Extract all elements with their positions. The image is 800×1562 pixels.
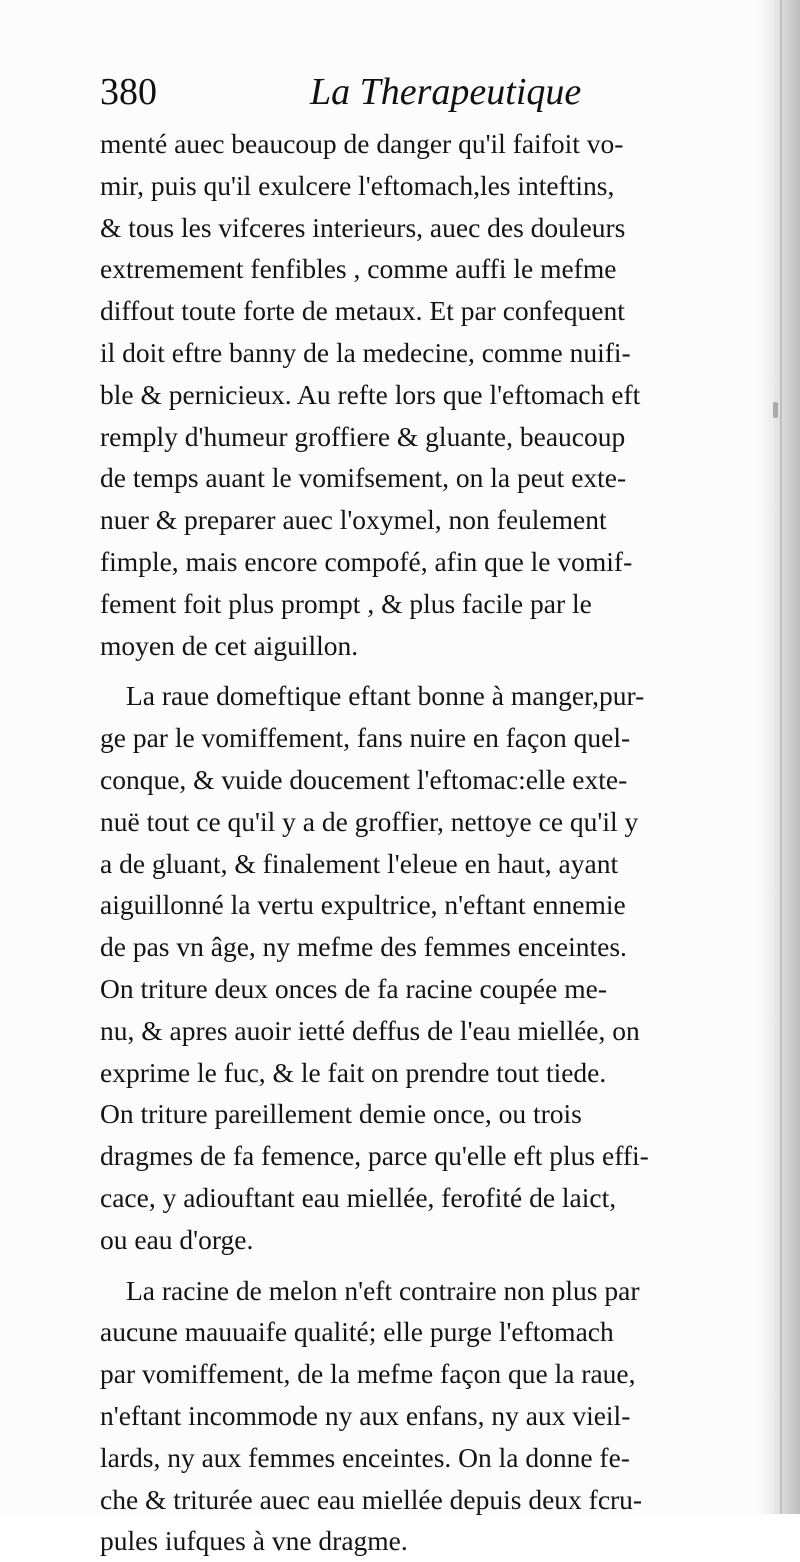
text-line: aiguillonné la vertu expultrice, n'eftant ennemie: [100, 889, 626, 921]
text-line: diffout toute forte de metaux. Et par confequent: [100, 295, 625, 327]
text-line: nuer & preparer auec l'oxymel, non feulement: [100, 504, 607, 536]
text-line: mir, puis qu'il exulcere l'eftomach,les inteftins,: [100, 169, 615, 201]
running-title: La Therapeutique: [310, 71, 582, 113]
body-text: [100, 123, 750, 1562]
text-line: ou eau d'orge.: [100, 1223, 254, 1255]
text-line: lards, ny aux femmes enceintes. On la donne fe-: [100, 1441, 630, 1473]
text-line: ge par le vomiffement, fans nuire en façon quel-: [100, 722, 631, 754]
text-line: exprime le fuc, & le fait on prendre tout tiede.: [100, 1056, 607, 1088]
paragraph-2: [100, 675, 750, 1260]
text-line: aucune mauuaife qualité; elle purge l'eftomach: [100, 1316, 614, 1348]
margin-mark: [773, 402, 778, 418]
text-line: fimple, mais encore compofé, afin que le vomif-: [100, 545, 633, 577]
text-line: nu, & apres auoir ietté deffus de l'eau miellée, on: [100, 1014, 640, 1046]
text-line: de pas vn âge, ny mefme des femmes enceintes.: [100, 931, 627, 963]
text-line: il doit eftre banny de la medecine, comme nuifi-: [100, 336, 631, 368]
page-edge-shadow: [758, 0, 800, 1514]
text-line: extremement fenfibles , comme auffi le mefme: [100, 253, 617, 285]
text-line: de temps auant le vomifsement, on la peut exte-: [100, 462, 627, 494]
paragraph-1: [100, 123, 750, 666]
text-line: n'eftant incommode ny aux enfans, ny aux vieil-: [100, 1399, 631, 1431]
text-line: La racine de melon n'eft contraire non plus par: [126, 1274, 640, 1306]
text-line: On triture deux onces de fa racine coupée me-: [100, 972, 607, 1004]
page-fold-line: [780, 0, 782, 1514]
text-line: fement foit plus prompt , & plus facile par le: [100, 587, 592, 619]
paragraph-3: [100, 1270, 750, 1562]
text-line: a de gluant, & finalement l'eleue en haut, ayant: [100, 847, 619, 879]
text-line: cace, y adiouftant eau miellée, ferofité de laict,: [100, 1181, 617, 1213]
text-line: dragmes de fa femence, parce qu'elle eft plus effi-: [100, 1140, 649, 1172]
text-line: pules iufques à vne dragme.: [100, 1525, 408, 1557]
text-line: ble & pernicieux. Au refte lors que l'eftomach eft: [100, 378, 641, 410]
text-line: menté auec beaucoup de danger qu'il faifoit vo-: [100, 128, 624, 159]
text-line: par vomiffement, de la mefme façon que la raue,: [100, 1358, 636, 1390]
text-line: La raue domeftique eftant bonne à manger,pur-: [126, 680, 645, 712]
text-line: On triture pareillement demie once, ou trois: [100, 1098, 582, 1130]
text-line: che & triturée auec eau miellée depuis deux fcru-: [100, 1483, 643, 1515]
page-number: 380: [100, 71, 157, 113]
text-line: remply d'humeur groffiere & gluante, beaucoup: [100, 420, 626, 452]
text-line: & tous les vifceres interieurs, auec des douleurs: [100, 211, 626, 243]
text-line: conque, & vuide doucement l'eftomac:elle exte-: [100, 763, 628, 795]
text-line: moyen de cet aiguillon.: [100, 629, 359, 661]
page-header: [100, 60, 630, 120]
paragraph-gap: [100, 1261, 750, 1270]
text-line: nuë tout ce qu'il y a de groffier, nettoye ce qu'il y: [100, 805, 639, 837]
paragraph-gap: [100, 666, 750, 675]
